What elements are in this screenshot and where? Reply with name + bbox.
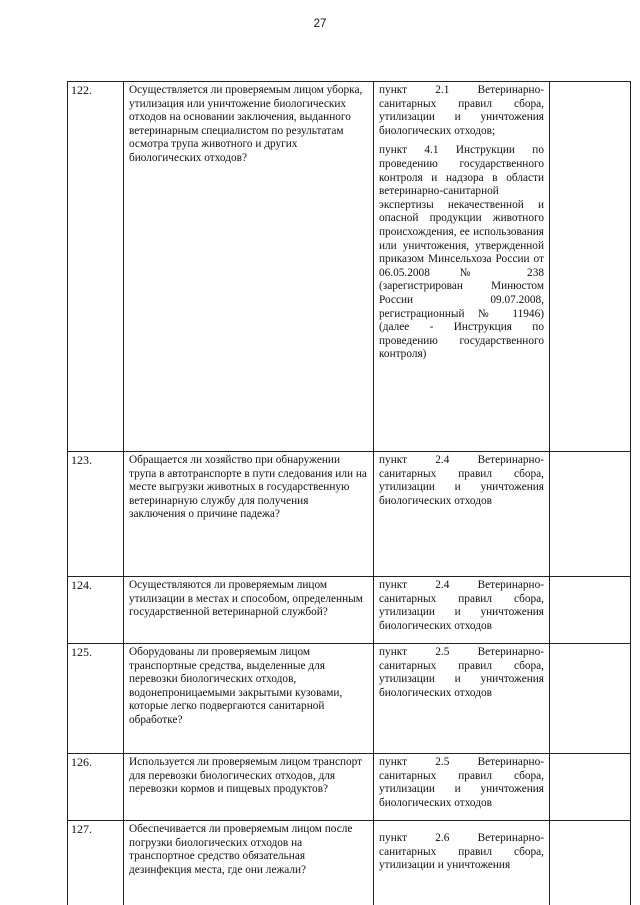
row-reference: [373, 643, 549, 753]
row-number: 122.: [71, 83, 92, 97]
table-border: [67, 81, 68, 905]
empty-cell: [549, 820, 631, 905]
table-border: [67, 820, 631, 821]
row-reference: [373, 753, 549, 820]
empty-cell: [549, 451, 631, 576]
table-border: [67, 451, 631, 452]
row-question: Оборудованы ли проверяемым лицом транспортные средства, выделенные для перевозки биологических отходов, водонепроницаемыми закрытыми кузовами, которые легко подвергаются санитарной обработке?: [129, 646, 343, 726]
table-border: [123, 81, 124, 905]
table-border: [67, 643, 631, 644]
table-border: [373, 81, 374, 905]
row-number: 124.: [71, 578, 92, 592]
row-number: 126.: [71, 755, 92, 769]
empty-cell: [549, 576, 631, 643]
reference-text: пункт 2.5 Ветеринарно-санитарных правил сбора, утилизации и уничтожения биологических отходов: [379, 646, 544, 699]
reference-text: пункт 4.1 Инструкции по проведению государственного контроля и надзора в области ветеринарно-санитарной экспертизы некачественной и опасной продукции животного происхождения, ее использования или уничтожения, утвержденной приказом Минсельхоза России от 06.05.2008 № 238 (зарегистрирован Минюстом России 09.07.2008, регистрационный № 11946) (далее - Инструкция по проведению государственного контроля): [379, 144, 544, 361]
table-row: [67, 451, 631, 576]
row-question: Обращается ли хозяйство при обнаружении трупа в автотранспорте в пути следования или на месте выгрузки животных в государственную ветеринарную службу для получения заключения о причине падежа?: [129, 454, 367, 521]
checklist-table: [67, 81, 631, 905]
empty-cell: [549, 753, 631, 820]
row-reference: [373, 451, 549, 576]
row-question: Используется ли проверяемым лицом транспорт для перевозки биологических отходов, для перевозки кормов и пищевых продуктов?: [129, 756, 363, 796]
table-border: [549, 81, 550, 905]
empty-cell: [549, 643, 631, 753]
table-border: [67, 576, 631, 577]
row-question: Осуществляются ли проверяемым лицом утилизации в местах и способом, определенным государственной ветеринарной службой?: [129, 579, 363, 619]
table-row: [67, 643, 631, 753]
row-question: Обеспечивается ли проверяемым лицом после погрузки биологических отходов на транспортное средство обязательная дезинфекция места, где они лежали?: [129, 823, 353, 876]
reference-text: пункт 2.5 Ветеринарно-санитарных правил сбора, утилизации и уничтожения биологических отходов: [379, 756, 544, 809]
row-question: Осуществляется ли проверяемым лицом уборка, утилизация или уничтожение биологических отходов на основании заключения, выданного ветеринарным специалистом по результатам осмотра трупа животного и других биологических отходов?: [129, 84, 363, 164]
page-number: 27: [313, 18, 327, 30]
table-row: [67, 81, 631, 451]
empty-cell: [549, 81, 631, 451]
row-number: 125.: [71, 645, 92, 659]
row-reference: [373, 81, 549, 451]
table-row: [67, 576, 631, 643]
reference-text: пункт 2.4 Ветеринарно-санитарных правил сбора, утилизации и уничтожения биологических отходов: [379, 454, 544, 507]
table-border: [630, 81, 631, 905]
row-number: 127.: [71, 822, 92, 836]
row-reference: [373, 576, 549, 643]
reference-text: пункт 2.4 Ветеринарно-санитарных правил сбора, утилизации и уничтожения биологических отходов: [379, 579, 544, 632]
row-reference: [373, 820, 549, 905]
row-number: 123.: [71, 453, 92, 467]
table-row: [67, 753, 631, 820]
reference-text: пункт 2.6 Ветеринарно-санитарных правил сбора, утилизации и уничтожения: [379, 832, 544, 872]
table-row: [67, 820, 631, 905]
reference-text: пункт 2.1 Ветеринарно-санитарных правил сбора, утилизации и уничтожения биологических отходов;: [379, 84, 544, 137]
table-border: [67, 81, 631, 82]
table-border: [67, 753, 631, 754]
